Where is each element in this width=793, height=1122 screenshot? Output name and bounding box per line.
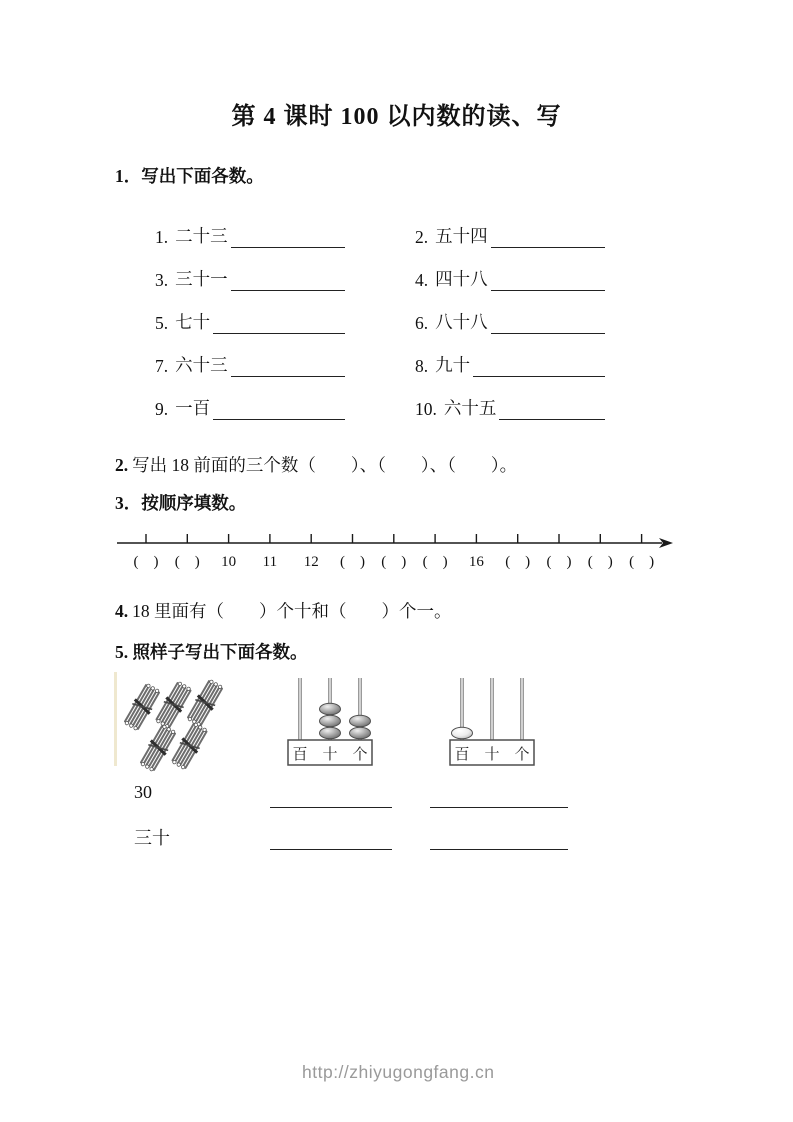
q4-line: [115, 598, 452, 623]
item-number: 7.: [155, 356, 169, 376]
svg-text:百: 百: [292, 747, 308, 763]
svg-text:十: 十: [322, 747, 338, 763]
svg-text:( ): ( ): [174, 554, 200, 570]
answer-line: [270, 849, 392, 850]
item-number: 10.: [415, 399, 437, 419]
answer-blank: [473, 376, 605, 377]
q5-heading: 5. 照样子写出下面各数。: [115, 642, 308, 662]
item-text: 二十三: [175, 226, 228, 246]
q1-item-2: [415, 222, 605, 248]
item-text: 六十五: [443, 398, 497, 418]
svg-text:10: 10: [221, 554, 237, 570]
answer-blank: [491, 290, 605, 291]
item-number: 5.: [155, 313, 169, 333]
answer-blank: [231, 290, 345, 291]
item-text: 八十八: [435, 312, 488, 332]
svg-text:( ): ( ): [340, 554, 365, 570]
answer-blank: [213, 333, 345, 334]
svg-text:( ): ( ): [546, 554, 572, 570]
q1-item-8: [415, 351, 605, 377]
number-line: [116, 527, 676, 577]
item-number: 8.: [415, 356, 429, 376]
item-number: 2.: [415, 227, 429, 247]
q1-item-5: [155, 308, 345, 334]
q1-item-9: [155, 394, 345, 420]
svg-text:12: 12: [303, 554, 319, 570]
q4-number: 4.: [115, 601, 129, 621]
answer-blank: [491, 247, 605, 248]
q1-item-3: [155, 265, 345, 291]
q4-text: 18 里面有（ ）个十和（ ）个一。: [132, 601, 452, 621]
item-number: 6.: [415, 313, 429, 333]
q2-line: [115, 452, 517, 477]
svg-text:( ): ( ): [587, 554, 613, 570]
q1-item-4: [415, 265, 605, 291]
abacus-figure-1: [286, 674, 374, 770]
item-number: 9.: [155, 399, 169, 419]
q1-item-10: [415, 394, 605, 420]
item-number: 3.: [155, 270, 169, 290]
q2-number: 2.: [115, 455, 129, 475]
q1-item-1: [155, 222, 345, 248]
sticks-figure: [114, 668, 280, 772]
svg-text:( ): ( ): [629, 554, 655, 570]
q2-text: 写出 18 前面的三个数（ ）、（ ）、（ ）。: [132, 455, 518, 475]
q1-item-7: [155, 351, 345, 377]
q3-heading: 3．按顺序填数。: [115, 493, 247, 513]
svg-text:个: 个: [514, 747, 530, 763]
abacus-figure-2: [448, 674, 536, 770]
answer-blank: [491, 333, 605, 334]
svg-text:百: 百: [454, 747, 470, 763]
svg-text:( ): ( ): [505, 554, 531, 570]
answer-blank: [231, 247, 345, 248]
svg-text:11: 11: [262, 554, 278, 570]
svg-text:( ): ( ): [133, 554, 159, 570]
q1-items: [155, 222, 605, 420]
svg-text:十: 十: [484, 747, 500, 763]
item-number: 4.: [415, 270, 429, 290]
answer-blank: [499, 419, 605, 420]
page-title: 第 4 课时 100 以内数的读、写: [231, 104, 562, 130]
answer-line: [270, 807, 392, 808]
svg-text:16: 16: [468, 554, 484, 570]
footer-url: http://zhiyugongfang.cn: [302, 1062, 495, 1082]
item-text: 七十: [175, 312, 211, 332]
answer-blank: [231, 376, 345, 377]
item-text: 三十一: [175, 269, 228, 289]
answer-blank: [213, 419, 345, 420]
answer-line: [430, 807, 568, 808]
item-text: 四十八: [435, 269, 488, 289]
answer-line: [430, 849, 568, 850]
example-number: 30: [134, 782, 152, 802]
svg-text:( ): ( ): [422, 554, 448, 570]
svg-text:( ): ( ): [381, 554, 407, 570]
item-text: 一百: [175, 398, 211, 418]
q1-item-6: [415, 308, 605, 334]
item-number: 1.: [155, 227, 169, 247]
example-words: 三十: [134, 828, 170, 848]
item-text: 五十四: [435, 226, 488, 246]
item-text: 六十三: [175, 355, 228, 375]
item-text: 九十: [435, 355, 471, 375]
svg-text:个: 个: [352, 747, 368, 763]
q1-heading: 1．写出下面各数。: [115, 166, 264, 186]
